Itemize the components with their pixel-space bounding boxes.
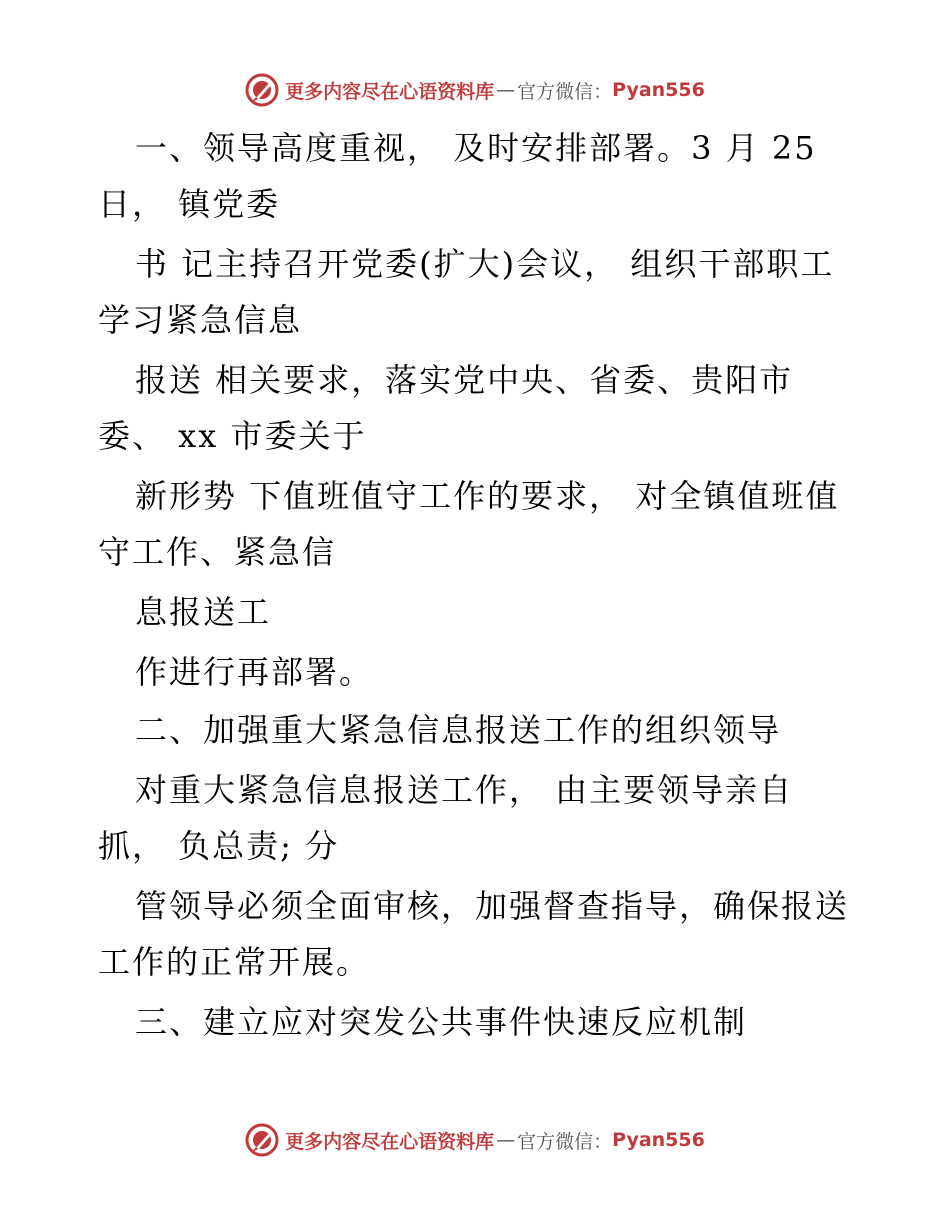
pen-nib-logo-icon [245,1123,279,1157]
paragraph-line: 息报送工 [135,593,272,631]
paragraph-line: 委、 xx 市委关于 [98,417,367,455]
paragraph-line: 工作的正常开展。 [98,943,371,981]
watermark-prefix: 更多内容尽在心语资料库 [285,1130,495,1153]
pen-nib-logo-icon [245,73,279,107]
paragraph-line: 一、领导高度重视， 及时安排部署。3 月 25 [135,129,817,167]
paragraph-line: 抓， 负总责; 分 [98,827,340,865]
watermark-brand: Pyan556 [612,79,705,101]
paragraph-line: 日， 镇党委 [98,185,281,223]
watermark-suffix: 官方微信： [517,80,613,103]
watermark-separator: — [496,1129,516,1151]
paragraph-line: 守工作、紧急信 [98,533,337,571]
section-heading: 二、加强重大紧急信息报送工作的组织领导 [135,711,782,749]
paragraph-line: 报送 相关要求，落实党中央、省委、贵阳市 [135,361,794,399]
watermark-separator: — [496,79,516,101]
footer-watermark [0,1122,950,1158]
paragraph-line: 作进行再部署。 [135,653,374,691]
paragraph-line: 对重大紧急信息报送工作， 由主要领导亲自 [135,771,794,809]
section-heading: 三、建立应对突发公共事件快速反应机制 [135,1003,748,1041]
paragraph-line: 书 记主持召开党委(扩大)会议， 组织干部职工 [135,245,835,283]
paragraph-line: 学习紧急信息 [98,301,303,339]
watermark-suffix: 官方微信： [517,1130,613,1153]
watermark-prefix: 更多内容尽在心语资料库 [285,80,495,103]
watermark-brand: Pyan556 [612,1129,705,1151]
paragraph-line: 新形势 下值班值守工作的要求， 对全镇值班值 [135,477,840,515]
header-watermark [0,72,950,108]
paragraph-line: 管领导必须全面审核，加强督查指导，确保报送 [135,887,850,925]
